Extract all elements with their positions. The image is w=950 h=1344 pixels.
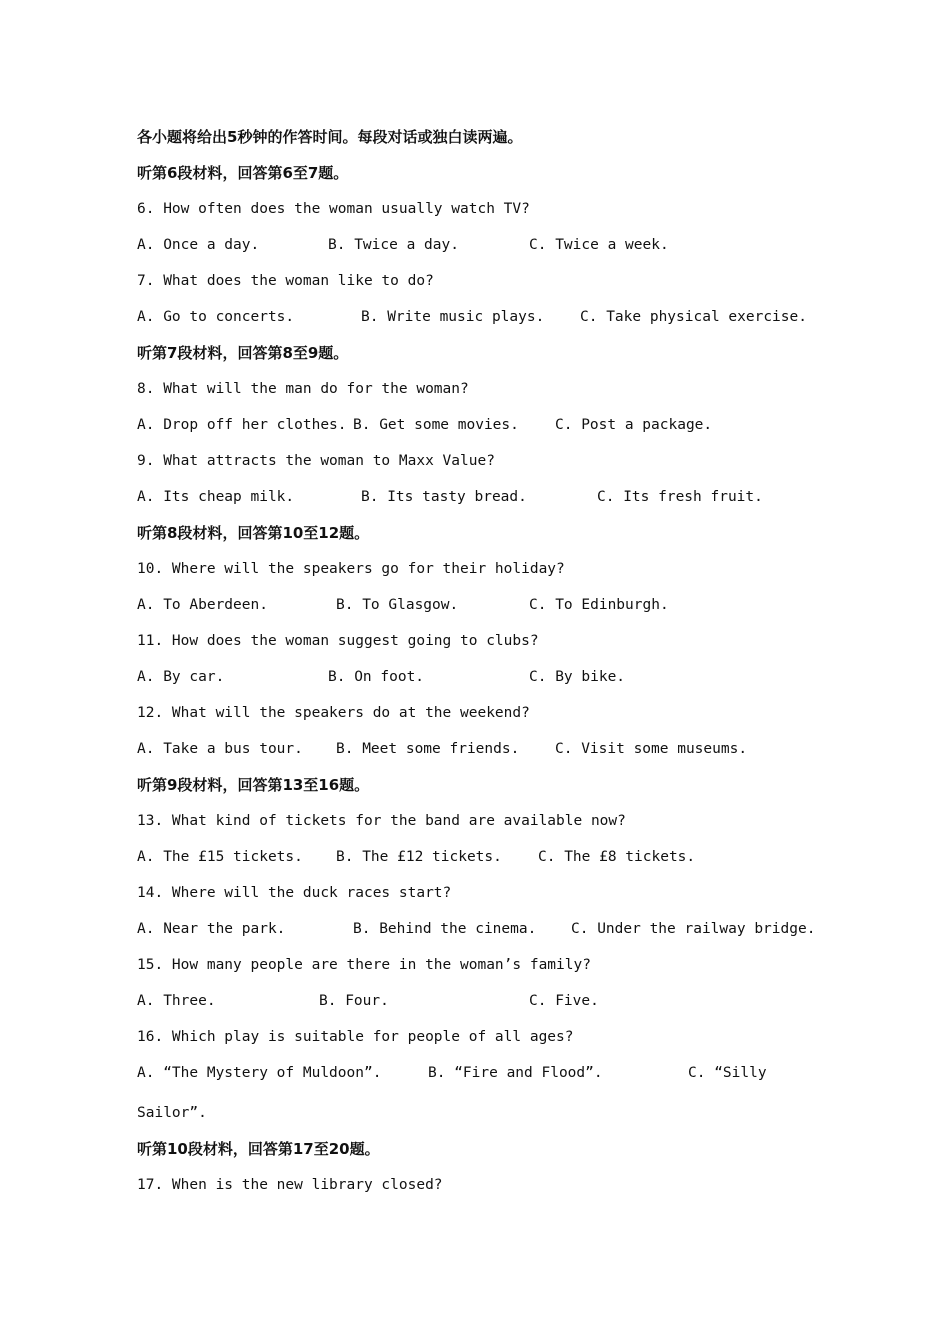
option-b: B. Meet some friends. bbox=[336, 741, 520, 757]
option-a: A. Three. bbox=[137, 993, 216, 1009]
option-a: A. To Aberdeen. bbox=[137, 597, 268, 613]
option-c: C. To Edinburgh. bbox=[529, 597, 669, 613]
option-a: A. Go to concerts. bbox=[137, 309, 295, 325]
question-text: 9. What attracts the woman to Maxx Value? bbox=[137, 453, 495, 469]
option-c-continuation: Sailor”. bbox=[137, 1105, 207, 1121]
option-a: A. By car. bbox=[137, 669, 225, 685]
section-heading: 听第8段材料，回答第10至12题。 bbox=[137, 524, 370, 542]
option-a: A. Its cheap milk. bbox=[137, 489, 295, 505]
option-b: B. On foot. bbox=[328, 669, 425, 685]
question-text: 8. What will the man do for the woman? bbox=[137, 381, 469, 397]
option-c: C. Its fresh fruit. bbox=[597, 489, 763, 505]
option-b: B. Its tasty bread. bbox=[361, 489, 527, 505]
option-b: B. The £12 tickets. bbox=[336, 849, 502, 865]
option-a: A. Take a bus tour. bbox=[137, 741, 303, 757]
section-heading: 听第6段材料，回答第6至7题。 bbox=[137, 164, 349, 182]
question-text: 7. What does the woman like to do? bbox=[137, 273, 434, 289]
option-c: C. Twice a week. bbox=[529, 237, 669, 253]
option-c: C. By bike. bbox=[529, 669, 626, 685]
option-b: B. Twice a day. bbox=[328, 237, 459, 253]
option-c: C. The £8 tickets. bbox=[538, 849, 696, 865]
question-text: 16. Which play is suitable for people of all ages? bbox=[137, 1029, 574, 1045]
question-text: 17. When is the new library closed? bbox=[137, 1177, 443, 1193]
question-text: 15. How many people are there in the woman’s family? bbox=[137, 957, 591, 973]
question-text: 11. How does the woman suggest going to clubs? bbox=[137, 633, 539, 649]
option-a: A. Drop off her clothes. bbox=[137, 417, 347, 433]
option-b: B. Four. bbox=[319, 993, 389, 1009]
option-c: C. Post a package. bbox=[555, 417, 713, 433]
question-text: 12. What will the speakers do at the weekend? bbox=[137, 705, 530, 721]
question-text: 13. What kind of tickets for the band are available now? bbox=[137, 813, 626, 829]
option-a: A. “The Mystery of Muldoon”. bbox=[137, 1065, 382, 1081]
option-c: C. “Silly bbox=[688, 1065, 767, 1081]
intro-text: 各小题将给出5秒钟的作答时间。每段对话或独白读两遍。 bbox=[137, 128, 523, 146]
option-c: C. Visit some museums. bbox=[555, 741, 748, 757]
option-b: B. Get some movies. bbox=[353, 417, 519, 433]
option-a: A. Near the park. bbox=[137, 921, 286, 937]
section-heading: 听第10段材料，回答第17至20题。 bbox=[137, 1140, 380, 1158]
question-text: 6. How often does the woman usually watch TV? bbox=[137, 201, 530, 217]
option-a: A. Once a day. bbox=[137, 237, 260, 253]
section-heading: 听第9段材料，回答第13至16题。 bbox=[137, 776, 370, 794]
option-c: C. Take physical exercise. bbox=[580, 309, 807, 325]
option-c: C. Five. bbox=[529, 993, 599, 1009]
option-b: B. Write music plays. bbox=[361, 309, 545, 325]
option-c: C. Under the railway bridge. bbox=[571, 921, 816, 937]
section-heading: 听第7段材料，回答第8至9题。 bbox=[137, 344, 349, 362]
option-b: B. “Fire and Flood”. bbox=[428, 1065, 603, 1081]
option-b: B. Behind the cinema. bbox=[353, 921, 537, 937]
option-a: A. The £15 tickets. bbox=[137, 849, 303, 865]
question-text: 14. Where will the duck races start? bbox=[137, 885, 452, 901]
question-text: 10. Where will the speakers go for their holiday? bbox=[137, 561, 565, 577]
option-b: B. To Glasgow. bbox=[336, 597, 459, 613]
